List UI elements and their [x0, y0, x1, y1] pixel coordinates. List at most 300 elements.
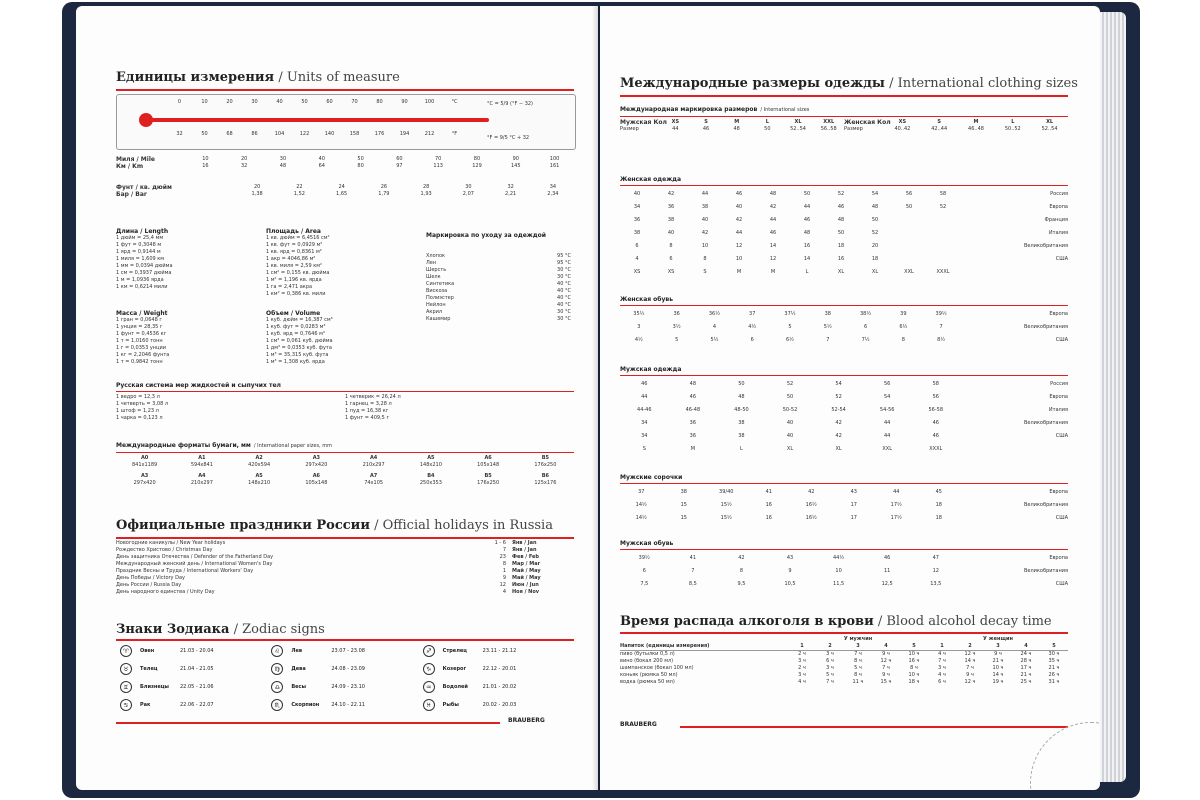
- men-shoes-row: [620, 552, 1068, 565]
- alcohol-cell: 19 ч: [992, 679, 1004, 685]
- women-size-header: XS: [898, 119, 907, 125]
- zodiac-sign-icon: ♏: [271, 699, 283, 711]
- units-rule: [116, 89, 574, 91]
- men-shoes-cell: 44½: [832, 555, 845, 561]
- men-shirts-cell: 15½: [720, 502, 732, 508]
- women-clothes-cell: 42: [701, 230, 709, 236]
- alcohol-cell: 7 ч: [826, 679, 834, 685]
- holiday-name: День защитника Отечества / Defender of the Fatherland Day: [116, 554, 274, 560]
- men-shoes-cell: 10: [835, 568, 842, 574]
- women-clothes-cell: 40: [667, 230, 675, 236]
- men-shirts-cell: 14½: [635, 502, 647, 508]
- women-size-header: XL: [1046, 119, 1054, 125]
- women-shoes-cell: 6: [750, 337, 754, 343]
- holiday-day: 1: [502, 568, 506, 574]
- alcohol-cell: 25 ч: [1020, 679, 1032, 685]
- bar-value: 1,65: [336, 191, 348, 197]
- bar-value: 1,79: [378, 191, 390, 197]
- paper-size: 420x594: [248, 462, 271, 468]
- holiday-name: День России / Russia Day: [116, 582, 182, 588]
- zodiac-sign-icon: ♎: [271, 681, 283, 693]
- women-size-values: [884, 126, 1068, 133]
- men-shirts-country: США: [1055, 515, 1068, 521]
- men-clothes-cell: 58: [932, 381, 939, 387]
- bar-value: 1,38: [251, 191, 263, 197]
- men-clothes-row: [620, 443, 1068, 456]
- area-lines: [266, 235, 406, 298]
- volume-line: 1 м³ = 35,315 куб. фута: [266, 352, 329, 358]
- km-label: Км / Km: [116, 163, 144, 170]
- women-clothes-cell: 38: [667, 217, 675, 223]
- women-clothes-cell: 56: [905, 191, 913, 197]
- women-clothes-cell: 18: [837, 243, 845, 249]
- celsius-tick: 30: [251, 99, 258, 105]
- fahrenheit-tick: 68: [226, 131, 233, 137]
- men-size-value: 46: [702, 126, 710, 132]
- zodiac-dates: 24.10 - 22.11: [331, 702, 365, 708]
- psi-value: 30: [465, 184, 472, 190]
- men-shirts-cell: 15½: [720, 515, 732, 521]
- men-clothes-cell: 48-50: [734, 407, 749, 413]
- men-clothes-cell: XL: [835, 446, 842, 452]
- paper-row1-values: [116, 462, 574, 469]
- women-clothes-country: Европа: [1049, 204, 1068, 210]
- bar-value: 1,93: [420, 191, 432, 197]
- alcohol-col-header: 1: [800, 643, 804, 649]
- holiday-name: Новогодние каникулы / New Year holidays: [116, 540, 226, 546]
- holiday-month: Июн / Jun: [512, 582, 539, 588]
- men-clothes-cell: S: [642, 446, 646, 452]
- weight-line: 1 унция = 28,35 г: [116, 324, 163, 330]
- alcohol-cell: 5 ч: [826, 672, 834, 678]
- women-size-row-label: Размер: [844, 126, 863, 132]
- alcohol-cell: 30 ч: [1048, 651, 1060, 657]
- area-line: 1 га = 2,471 акра: [266, 284, 313, 290]
- men-shoes-cell: 7,5: [640, 581, 649, 587]
- women-shoes-cell: 7½: [861, 337, 870, 343]
- zodiac-item: [120, 642, 271, 660]
- men-shirts-cell: 15: [680, 515, 687, 521]
- alcohol-cell: 6 ч: [938, 679, 946, 685]
- zodiac-item: [120, 696, 271, 714]
- women-clothes-title: Женская одежда: [620, 176, 682, 183]
- alcohol-col-header: 3: [856, 643, 860, 649]
- men-size-value: 44: [672, 126, 679, 132]
- women-shoes-country: Великобритания: [1023, 324, 1068, 330]
- men-shirts-cell: 18: [935, 515, 942, 521]
- men-clothes-row: [620, 430, 1068, 443]
- holiday-day: 12: [499, 582, 506, 588]
- women-clothes-cell: M: [770, 269, 776, 275]
- clothing-title: Международные размеры одежды / International clothing sizes: [620, 76, 1078, 91]
- women-clothes-cell: 44: [803, 204, 811, 210]
- women-shoes-row: [620, 321, 1068, 334]
- women-clothes-cell: 18: [871, 256, 879, 262]
- ruler-celsius: [167, 99, 467, 106]
- women-shoes-cell: 5½: [710, 337, 719, 343]
- women-clothes-cell: 42: [769, 204, 777, 210]
- km-value: 64: [318, 163, 325, 169]
- alcohol-drink: вино (бокал 200 мл): [620, 658, 674, 664]
- men-shirts-cell: 45: [935, 489, 942, 495]
- paper-format: B5: [541, 455, 550, 461]
- men-clothes-cell: 56-58: [928, 407, 944, 413]
- paper-size: 297x420: [133, 480, 156, 486]
- care-value: 40 °C: [557, 288, 571, 294]
- alcohol-cell: 21 ч: [992, 658, 1004, 664]
- alcohol-cell: 3 ч: [826, 651, 834, 657]
- alcohol-women-label: У женщин: [983, 636, 1013, 642]
- women-clothes-cell: [892, 227, 926, 240]
- alcohol-cell: 8 ч: [854, 658, 862, 664]
- women-clothes-cell: [892, 240, 926, 253]
- paper-size: 74x105: [364, 480, 384, 486]
- care-item: Кашемир: [426, 316, 451, 322]
- alcohol-cell: 7 ч: [882, 665, 890, 671]
- alcohol-col-header: 2: [968, 643, 972, 649]
- alcohol-cell: 12 ч: [964, 679, 976, 685]
- alcohol-cell: 26 ч: [1048, 672, 1060, 678]
- men-clothes-cell: 38: [738, 420, 745, 426]
- men-size-value: 50: [764, 126, 771, 132]
- women-clothes-country: США: [1055, 256, 1068, 262]
- celsius-tick: 60: [326, 99, 333, 105]
- bar-label: Бар / Bar: [116, 191, 147, 198]
- length-line: 1 ярд = 0,9144 м: [116, 249, 161, 255]
- women-clothes-cell: 8: [669, 243, 673, 249]
- women-clothes-cell: L: [805, 269, 809, 275]
- women-clothes-cell: 14: [803, 256, 811, 262]
- women-clothes-cell: [892, 253, 926, 266]
- men-shirts-cell: 17½: [890, 515, 902, 521]
- women-clothes-cell: 36: [667, 204, 675, 210]
- alcohol-cell: 35 ч: [1048, 658, 1060, 664]
- area-line: 1 кв. ярд = 0,8361 м²: [266, 249, 322, 255]
- alcohol-col-header: 2: [828, 643, 832, 649]
- paper-format: A5: [427, 455, 435, 461]
- russian-col-2: [345, 394, 574, 422]
- area-line: 1 м² = 1,196 кв. ярда: [266, 277, 322, 283]
- women-shoes-cell: 36½: [708, 311, 721, 317]
- alcohol-cell: 3 ч: [798, 672, 806, 678]
- area-line: 1 км² = 0,386 кв. мили: [266, 291, 326, 297]
- mile-value: 90: [512, 156, 519, 162]
- area-line: 1 см² = 0,155 кв. дюйма: [266, 270, 330, 276]
- women-shoes-cell: 6½: [899, 324, 908, 330]
- zodiac-dates: 22.05 - 21.06: [180, 684, 214, 690]
- alcohol-row: [620, 651, 1068, 658]
- paper-size: 210x297: [362, 462, 385, 468]
- zodiac-name: Козерог: [442, 666, 467, 672]
- care-row: [426, 267, 571, 274]
- holiday-month: Мар / Mar: [512, 561, 541, 567]
- holiday-row: [116, 589, 556, 596]
- men-shirts-title: Мужские сорочки: [620, 474, 683, 481]
- volume-line: 1 м³ = 1,308 куб. ярда: [266, 359, 325, 365]
- alcohol-row: [620, 672, 1068, 679]
- zodiac-sign-icon: ♍: [271, 663, 283, 675]
- paper-title: Международные форматы бумаги, мм: [116, 442, 251, 449]
- celsius-tick: 20: [226, 99, 233, 105]
- area-line: 1 кв. дюйм = 6,4516 см²: [266, 235, 330, 241]
- alcohol-col-headers: [788, 643, 1068, 650]
- women-clothes-cell: M: [736, 269, 742, 275]
- women-shoes-row: [620, 308, 1068, 321]
- alcohol-title: Время распада алкоголя в крови / Blood alcohol decay time: [620, 614, 1052, 629]
- men-shoes-cell: 12: [932, 568, 939, 574]
- holiday-name: День Победы / Victory Day: [116, 575, 185, 581]
- men-clothes-cell: 46: [932, 420, 939, 426]
- women-clothes-cell: 6: [635, 243, 639, 249]
- bar-value: 2,07: [462, 191, 474, 197]
- russian-rule: [116, 391, 574, 392]
- km-value: 97: [396, 163, 403, 169]
- men-shoes-cell: 9: [788, 568, 792, 574]
- alcohol-cell: 11 ч: [852, 679, 864, 685]
- alcohol-cell: 16 ч: [908, 658, 920, 664]
- women-clothes-cell: 14: [769, 243, 777, 249]
- km-value: 161: [549, 163, 560, 169]
- alcohol-cell: 12 ч: [964, 651, 976, 657]
- care-value: 95 °C: [557, 253, 571, 259]
- zodiac-item: [423, 660, 574, 678]
- mile-value: 40: [318, 156, 325, 162]
- women-clothes-cell: 50: [905, 204, 913, 210]
- men-clothes-cell: 34: [641, 433, 648, 439]
- alcohol-cell: 6 ч: [826, 658, 834, 664]
- zodiac-sign-icon: ♐: [423, 645, 435, 657]
- holiday-row: [116, 561, 556, 568]
- volume-line: 1 куб. ярд = 0,7646 м³: [266, 331, 325, 337]
- women-shoes-cell: 6½: [786, 337, 795, 343]
- care-value: 95 °C: [557, 260, 571, 266]
- celsius-tick: 90: [401, 99, 408, 105]
- women-clothes-cell: 6: [669, 256, 673, 262]
- zodiac-dates: 24.08 - 23.09: [331, 666, 365, 672]
- psi-value: 28: [422, 184, 430, 190]
- russian-block: [116, 382, 574, 422]
- men-clothes-cell: M: [690, 446, 696, 452]
- men-size-row-label: Размер: [620, 126, 639, 132]
- zodiac-item: [271, 678, 422, 696]
- women-shoes-cell: 7: [939, 324, 943, 330]
- men-clothes-cell: 50-52: [782, 407, 798, 413]
- zodiac-sign-icon: ♓: [423, 699, 435, 711]
- women-shoes-cell: 39½: [935, 311, 947, 317]
- alcohol-cell: 14 ч: [992, 672, 1004, 678]
- zodiac-item: [271, 642, 422, 660]
- paper-rule: [116, 452, 574, 453]
- paper-format: A4: [369, 455, 378, 461]
- weight-title: Масса / Weight: [116, 310, 168, 317]
- women-size-value: 52..54: [1041, 126, 1058, 132]
- women-clothes-cell: 36: [633, 217, 641, 223]
- men-shirts-cell: 37: [638, 489, 645, 495]
- women-clothes-country: Италия: [1048, 230, 1068, 236]
- zodiac-name: Лев: [291, 648, 303, 654]
- russian-line: 1 четверик = 26,24 л: [345, 394, 401, 400]
- women-clothes-cell: 10: [735, 256, 743, 262]
- care-item: Нейлон: [426, 302, 446, 308]
- men-shirts-cell: 17½: [890, 502, 902, 508]
- alcohol-row: [620, 658, 1068, 665]
- zodiac-sign-icon: ♑: [423, 663, 435, 675]
- care-row: [426, 295, 571, 302]
- women-clothes-cell: 54: [871, 191, 879, 197]
- weight-line: 1 кг = 2,2046 фунта: [116, 352, 170, 358]
- women-clothes-cell: 44: [735, 230, 743, 236]
- men-clothes-country: Европа: [1049, 394, 1068, 400]
- men-shoes-cell: 47: [932, 555, 939, 561]
- men-shoes-row: [620, 565, 1068, 578]
- men-shirts-cell: 42: [808, 489, 815, 495]
- men-clothes-cell: 46: [641, 381, 648, 387]
- men-shoes-cell: 7: [691, 568, 695, 574]
- russian-line: 1 штоф = 1,23 л: [116, 408, 159, 414]
- alcohol-cell: 12 ч: [880, 658, 892, 664]
- alcohol-col-header: 5: [1052, 643, 1056, 649]
- alcohol-col-header: 1: [940, 643, 944, 649]
- men-clothes-country: США: [1055, 433, 1068, 439]
- paper-format: A2: [255, 455, 263, 461]
- paper-size: 176x250: [534, 462, 557, 468]
- men-shoes-country: США: [1055, 581, 1068, 587]
- holiday-month: Фев / Feb: [512, 554, 540, 560]
- km-value: 32: [241, 163, 248, 169]
- men-shirts-row: [620, 486, 1068, 499]
- care-row: [426, 288, 571, 295]
- men-shirts-country: Европа: [1049, 489, 1068, 495]
- alcohol-col-header: 3: [996, 643, 1000, 649]
- intl-rule: [620, 116, 1068, 117]
- women-shoes-cell: 8½: [937, 337, 946, 343]
- psi-value: 26: [380, 184, 388, 190]
- holiday-row: [116, 582, 556, 589]
- holiday-name: Праздник Весны и Труда / International Workers' Day: [116, 568, 254, 574]
- km-values: [186, 163, 574, 170]
- alcohol-cell: 3 ч: [798, 658, 806, 664]
- men-shirts-cell: 16: [765, 515, 772, 521]
- paper-format: A5: [255, 473, 263, 479]
- women-clothes-cell: 52: [871, 230, 879, 236]
- men-shoes-row: [620, 578, 1068, 591]
- fahrenheit-tick: 140: [324, 131, 335, 137]
- men-shirts-cell: 15: [680, 502, 687, 508]
- men-clothes-table: [620, 366, 1068, 456]
- alcohol-drink: водка (рюмка 50 мл): [620, 679, 675, 685]
- zodiac-item: [423, 642, 574, 660]
- men-shoes-cell: 11: [883, 568, 891, 574]
- holiday-day: 4: [502, 589, 506, 595]
- paper-size: 125x176: [534, 480, 557, 486]
- alcohol-cell: 2 ч: [798, 651, 806, 657]
- women-clothes-cell: [926, 240, 960, 253]
- zodiac-dates: 21.01 - 20.02: [482, 684, 517, 690]
- zodiac-sign-icon: ♈: [120, 645, 132, 657]
- zodiac-name: Дева: [291, 666, 306, 672]
- men-size-value: 56..58: [820, 126, 837, 132]
- women-clothes-cell: [926, 214, 960, 227]
- men-clothes-cell: 44: [883, 433, 891, 439]
- men-clothes-row: [620, 391, 1068, 404]
- zodiac-name: Скорпион: [291, 702, 320, 708]
- zodiac-name: Близнецы: [140, 684, 169, 690]
- women-shoes-cell: 3: [637, 324, 641, 330]
- intl-sizes-block: [620, 106, 1068, 133]
- zodiac-name: Рак: [140, 702, 151, 708]
- women-size-label: Женская Кол: [844, 119, 891, 126]
- men-shoes-title: Мужская обувь: [620, 540, 674, 547]
- alcohol-row: [620, 665, 1068, 672]
- alcohol-cell: 10 ч: [992, 665, 1004, 671]
- women-size-header: S: [937, 119, 941, 125]
- holiday-month: Ноя / Nov: [512, 589, 540, 595]
- women-shoes-cell: 4: [712, 324, 717, 330]
- women-clothes-row: [620, 227, 1068, 240]
- alcohol-cell: 5 ч: [854, 665, 862, 671]
- alcohol-cell: 9 ч: [882, 672, 890, 678]
- holiday-month: Май / May: [512, 575, 541, 581]
- women-clothes-cell: [892, 214, 926, 227]
- men-clothes-country: [960, 443, 1068, 456]
- zodiac-name: Водолей: [442, 684, 468, 690]
- men-clothes-country: Италия: [1048, 407, 1068, 413]
- celsius-tick: 50: [301, 99, 308, 105]
- paper-format: A0: [140, 455, 149, 461]
- women-shoes-rule: [620, 305, 1068, 306]
- women-shoes-cell: 5: [675, 337, 679, 343]
- men-shirts-rule: [620, 483, 1068, 484]
- women-clothes-cell: 4: [635, 256, 639, 262]
- women-clothes-cell: 44: [701, 191, 709, 197]
- women-clothes-cell: 42: [667, 191, 675, 197]
- women-clothes-cell: 48: [871, 204, 879, 210]
- women-shoes-cell: 37: [749, 311, 756, 317]
- men-shoes-cell: 46: [883, 555, 891, 561]
- women-clothes-cell: [926, 227, 960, 240]
- weight-block: [116, 310, 256, 366]
- mile-value: 100: [549, 156, 560, 162]
- women-clothes-country: Россия: [1050, 191, 1068, 197]
- alcohol-cell: 7 ч: [854, 651, 862, 657]
- weight-line: 1 г = 0,0353 унции: [116, 345, 166, 351]
- holidays-title: Официальные праздники России / Official holidays in Russia: [116, 518, 553, 533]
- men-size-header: XXL: [823, 119, 835, 125]
- zodiac-dates: 20.02 - 20.03: [482, 702, 517, 708]
- women-clothes-cell: XL: [837, 269, 845, 275]
- mile-values: [186, 156, 574, 163]
- women-size-value: 40..42: [894, 126, 911, 132]
- celsius-tick: 100: [424, 99, 435, 105]
- alcohol-cell: 7 ч: [966, 665, 974, 671]
- fahrenheit-tick: 176: [374, 131, 385, 137]
- celsius-tick: °C: [451, 99, 458, 105]
- paper-size: 250x353: [419, 480, 442, 486]
- alcohol-cell: 9 ч: [994, 651, 1002, 657]
- psi-value: 20: [253, 184, 261, 190]
- men-clothes-row: [620, 417, 1068, 430]
- zodiac-dates: 24.09 - 23.10: [331, 684, 365, 690]
- alcohol-col-header: 4: [884, 643, 888, 649]
- men-clothes-cell: 54: [835, 381, 842, 387]
- women-shoes-row: [620, 334, 1068, 347]
- paper-format: A6: [312, 473, 321, 479]
- women-clothes-cell: 40: [735, 204, 743, 210]
- women-clothes-row: [620, 253, 1068, 266]
- km-value: 48: [279, 163, 287, 169]
- alcohol-drink: шампанское (бокал 100 мл): [620, 665, 694, 671]
- women-clothes-country: Великобритания: [1023, 243, 1068, 249]
